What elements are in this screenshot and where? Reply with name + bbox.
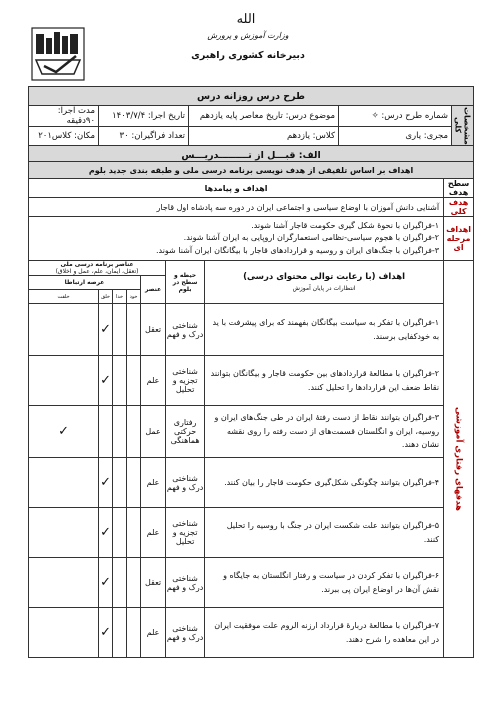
check-creation: [29, 458, 99, 508]
objective-element: علم: [141, 356, 166, 406]
objective-text: ۴-فراگیران بتوانند چگونگی شکل‌گیری حکومت قاجار را بیان کنند.: [205, 458, 444, 508]
check-people: [99, 406, 113, 458]
check-mark-icon: ✓: [99, 458, 113, 508]
objective-element: تعقل: [141, 558, 166, 608]
plan-class: کلاس: یازدهم: [189, 127, 339, 146]
check-self: [127, 406, 141, 458]
national-header-cell: [29, 261, 166, 276]
objective-level: شناختی تجزیه و تحلیل: [166, 508, 205, 558]
objective-element: علم: [141, 608, 166, 658]
field-col-god: خدا: [113, 290, 127, 304]
objective-level: شناختی تجزیه و تحلیل: [166, 356, 205, 406]
element-header: عنصر: [141, 276, 166, 304]
objective-text: ۵-فراگیران بتوانند علت شکست ایران در جنگ با روسیه را تحلیل کنند.: [205, 508, 444, 558]
plan-duration: مدت اجرا: ۹۰دقیقه: [29, 106, 99, 127]
stage-goal: ۲-فراگیران با هجوم سیاسی-نظامی استعمارگران اروپایی به ایران آشنا شوند.: [183, 233, 440, 243]
check-god: [113, 406, 127, 458]
check-creation: [29, 608, 99, 658]
check-mark-icon: ✓: [29, 406, 99, 458]
field-col-creation: خلقت: [29, 290, 99, 304]
objective-level: رفتاری حرکتی هماهنگی: [166, 406, 205, 458]
page-header: [0, 0, 496, 86]
stage-goal: ۱-فراگیران با نحوهٔ شکل گیری حکومت قاجار آشنا شوند.: [251, 220, 440, 230]
plan-info-table: [28, 86, 474, 165]
objective-element: عمل: [141, 406, 166, 458]
objective-level: شناختی درک و فهم: [166, 558, 205, 608]
check-god: [113, 608, 127, 658]
plan-title: طرح درس روزانه درس: [29, 87, 474, 106]
behavioral-label: هدفهای رفتاری آموزشی: [444, 261, 474, 658]
check-self: [127, 304, 141, 356]
objectives-sub: انتظارات در پایان آموزش: [292, 285, 356, 292]
level-label: سطح هدف: [444, 179, 474, 198]
check-self: [127, 608, 141, 658]
objectives-table: [28, 161, 474, 658]
objective-level: شناختی درک و فهم: [166, 608, 205, 658]
plan-teacher: مجری: یاری: [339, 127, 452, 146]
check-mark-icon: ✓: [99, 356, 113, 406]
school-logo-icon: [30, 26, 86, 82]
objectives-title: اهداف بر اساس تلفیقی از هدف نویسی برنامه درسی ملی و طبقه بندی جدید بلوم: [29, 162, 474, 179]
check-god: [113, 558, 127, 608]
check-creation: [29, 558, 99, 608]
objective-text: ۳-فراگیران بتوانند نقاط از دست رفتهٔ ایران در طی جنگ‌های ایران و روسیه، ایران و انگلستان قسمت‌های از دست رفته را روی نقشه نشان دهند.: [205, 406, 444, 458]
objective-text: ۶-فراگیران با تفکر کردن در سیاست و رفتار انگلستان به جایگاه و نقش آن‌ها در اوضاع ایران پی ببرند.: [205, 558, 444, 608]
plan-number: شماره طرح درس: ✧: [339, 106, 452, 127]
check-mark-icon: ✓: [99, 508, 113, 558]
national-header: عناصر برنامه درسی ملی: [60, 261, 134, 268]
check-self: [127, 458, 141, 508]
check-mark-icon: ✓: [99, 608, 113, 658]
objectives-header-cell: [205, 261, 444, 304]
stage-goal: ۳-فراگیران با جنگ‌های ایران و روسیه و قراردادهای قاجار با بیگانگان ایران آشنا شوند.: [155, 245, 440, 255]
stage-goals: [29, 217, 444, 261]
check-self: [127, 356, 141, 406]
section-a-title: الف: قبـــل از تـــــــــدریـــس: [29, 146, 474, 165]
plan-learners: تعداد فراگیران: ۳۰: [99, 127, 189, 146]
level-header: حیطه و سطح در بلوم: [166, 261, 205, 304]
objective-text: ۱-فراگیران با تفکر به سیاست بیگانگان بفهمند که برای پیشرفت با ید به خودکفایی برسند.: [205, 304, 444, 356]
goals-header: اهداف و پیامدها: [29, 179, 444, 198]
field-col-people: خلق: [99, 290, 113, 304]
check-god: [113, 458, 127, 508]
objective-text: ۲-فراگیران با مطالعهٔ قراردادهای بین حکومت قاجار و بیگانگان بتوانند نقاط ضعف این قراردادها را تحلیل کنند.: [205, 356, 444, 406]
plan-topic: موضوع درس: تاریخ معاصر پایه یازدهم: [189, 106, 339, 127]
check-god: [113, 304, 127, 356]
fields-header: عرصه ارتباطا: [29, 276, 141, 290]
objective-element: علم: [141, 508, 166, 558]
ministry-name: وزارت آموزش و پرورش: [207, 31, 289, 40]
national-sub: (تعقل، ایمان، علم، عمل و اخلاق): [55, 268, 139, 275]
check-god: [113, 508, 127, 558]
objective-level: شناختی درک و فهم: [166, 458, 205, 508]
objectives-header: اهداف (با رعایت توالی محتوای درسی): [243, 272, 406, 282]
check-mark-icon: ✓: [99, 304, 113, 356]
general-goal: آشنایی دانش آموزان با اوضاع سیاسی و اجتماعی ایران در دوره سه پادشاه اول قاجار: [29, 198, 444, 217]
check-mark-icon: ✓: [99, 558, 113, 608]
office-name: دبیرخانه کشوری راهبری: [191, 50, 305, 61]
objective-element: علم: [141, 458, 166, 508]
plan-date: تاریخ اجرا: ۱۴۰۳/۷/۴: [99, 106, 189, 127]
plan-place: مکان: کلاس۲۰۱: [29, 127, 99, 146]
check-self: [127, 508, 141, 558]
objective-level: شناختی درک و فهم: [166, 304, 205, 356]
objective-element: تعقل: [141, 304, 166, 356]
stage-goal-label: اهداف مرحله ای: [444, 217, 474, 261]
spec-label: مشخصات کلی: [453, 106, 472, 145]
check-creation: [29, 356, 99, 406]
check-creation: [29, 304, 99, 356]
check-self: [127, 558, 141, 608]
field-col-self: خود: [127, 290, 141, 304]
check-god: [113, 356, 127, 406]
emblem-text: الله: [236, 12, 256, 27]
check-creation: [29, 508, 99, 558]
objective-text: ۷-فراگیران با مطالعهٔ دربارهٔ قرارداد ارزنه الروم علت موفقیت ایران در این معاهده را شرح دهند.: [205, 608, 444, 658]
general-goal-label: هدف کلی: [444, 198, 474, 217]
